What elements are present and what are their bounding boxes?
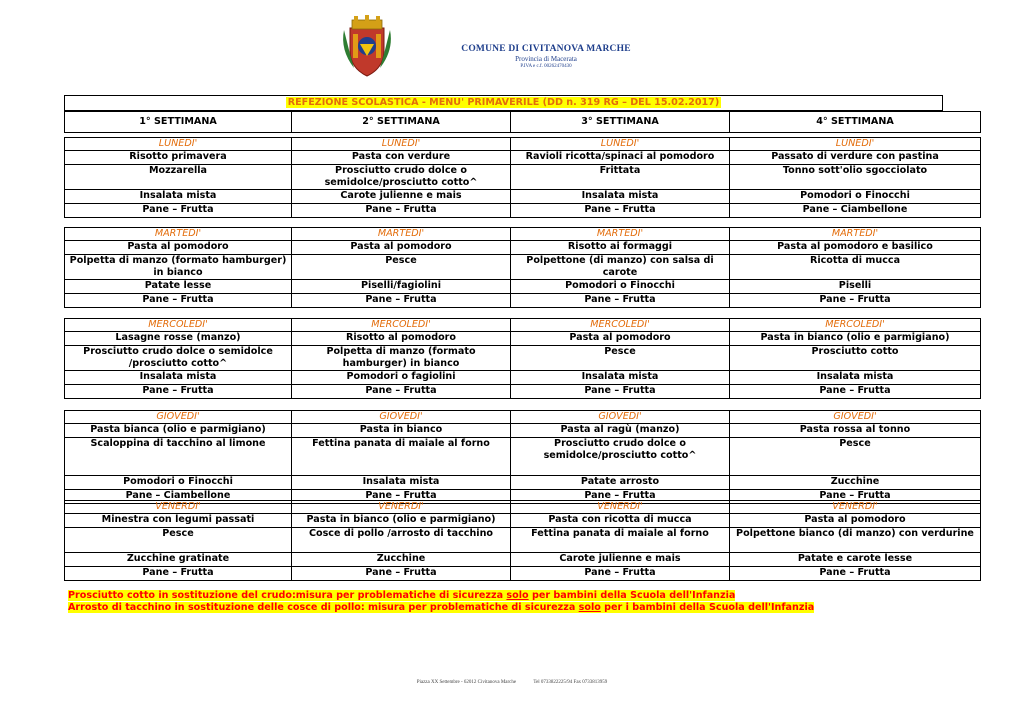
menu-cell: Pane – Frutta xyxy=(511,490,730,504)
day-heading: MARTEDI' xyxy=(511,228,730,241)
menu-cell: Pane – Ciambellone xyxy=(65,490,292,504)
day-table-1 xyxy=(64,227,981,308)
day-heading: GIOVEDI' xyxy=(730,411,981,424)
menu-cell: Pomodori o fagiolini xyxy=(292,371,511,385)
day-heading: LUNEDI' xyxy=(511,138,730,151)
menu-cell: Pesce xyxy=(511,346,730,371)
menu-cell: Polpetta di manzo (formato hamburger) in bianco xyxy=(65,255,292,280)
menu-cell: Scaloppina di tacchino al limone xyxy=(65,438,292,476)
menu-cell: Pasta con verdure xyxy=(292,151,511,165)
menu-cell: Insalata mista xyxy=(292,476,511,490)
note-2-text-a: Arrosto di tacchino in sostituzione delle cosce di pollo: misura per problematiche di sicurezza xyxy=(68,602,579,613)
menu-cell: Insalata mista xyxy=(65,190,292,204)
table-row xyxy=(65,346,981,371)
footer xyxy=(0,680,1024,685)
week-2-heading: 2° SETTIMANA xyxy=(292,112,511,133)
menu-cell: Pomodori o Finocchi xyxy=(730,190,981,204)
menu-cell: Pane – Frutta xyxy=(511,204,730,218)
table-row xyxy=(65,204,981,218)
menu-cell: Passato di verdure con pastina xyxy=(730,151,981,165)
week-header-row xyxy=(65,112,981,133)
menu-cell: Ricotta di mucca xyxy=(730,255,981,280)
day-heading: LUNEDI' xyxy=(65,138,292,151)
table-row xyxy=(65,255,981,280)
menu-cell: Pane – Frutta xyxy=(730,490,981,504)
day-heading: MERCOLEDI' xyxy=(511,319,730,332)
menu-title-bar xyxy=(64,95,943,111)
menu-cell: Pasta con ricotta di mucca xyxy=(511,514,730,528)
menu-cell: Pane – Frutta xyxy=(292,294,511,308)
week-3-heading: 3° SETTIMANA xyxy=(511,112,730,133)
table-row xyxy=(65,528,981,553)
menu-cell: Risotto al pomodoro xyxy=(292,332,511,346)
menu-cell: Pasta al pomodoro e basilico xyxy=(730,241,981,255)
menu-cell: Polpettone (di manzo) con salsa di carote xyxy=(511,255,730,280)
day-heading: VENERDI' xyxy=(292,501,511,514)
vat-number: P.IVA e c.f. 00262470430 xyxy=(520,64,572,69)
menu-cell: Pane – Frutta xyxy=(292,204,511,218)
menu-cell: Carote julienne e mais xyxy=(292,190,511,204)
menu-cell: Pane – Frutta xyxy=(511,567,730,581)
day-table-0 xyxy=(64,137,981,218)
menu-cell: Pane – Frutta xyxy=(730,567,981,581)
menu-cell: Pane – Frutta xyxy=(292,385,511,399)
menu-cell: Pane – Frutta xyxy=(292,490,511,504)
day-heading: VENERDI' xyxy=(65,501,292,514)
menu-cell: Pasta al pomodoro xyxy=(65,241,292,255)
menu-cell: Risotto ai formaggi xyxy=(511,241,730,255)
week-4-heading: 4° SETTIMANA xyxy=(730,112,981,133)
day-table-4 xyxy=(64,500,981,581)
table-row xyxy=(65,371,981,385)
institution-block xyxy=(396,44,696,69)
menu-cell: Pane – Frutta xyxy=(730,294,981,308)
province: Provincia di Macerata xyxy=(515,55,577,63)
menu-cell: Patate e carote lesse xyxy=(730,553,981,567)
menu-cell: Pomodori o Finocchi xyxy=(65,476,292,490)
menu-cell: Fettina panata di maiale al forno xyxy=(292,438,511,476)
day-heading: GIOVEDI' xyxy=(65,411,292,424)
menu-cell: Pane – Frutta xyxy=(730,385,981,399)
day-heading: MERCOLEDI' xyxy=(292,319,511,332)
menu-cell: Prosciutto crudo dolce o semidolce/prosciutto cotto^ xyxy=(292,165,511,190)
menu-cell: Pane – Frutta xyxy=(65,385,292,399)
day-heading-row xyxy=(65,319,981,332)
menu-cell: Piselli xyxy=(730,280,981,294)
menu-cell: Cosce di pollo /arrosto di tacchino xyxy=(292,528,511,553)
table-row xyxy=(65,294,981,308)
table-row xyxy=(65,151,981,165)
menu-cell: Zucchine xyxy=(292,553,511,567)
footer-address: Piazza XX Settembre - 62012 Civitanova Marche xyxy=(416,680,517,685)
table-row xyxy=(65,567,981,581)
menu-cell: Risotto primavera xyxy=(65,151,292,165)
note-2-underlined: solo xyxy=(578,602,601,613)
day-heading: LUNEDI' xyxy=(292,138,511,151)
menu-cell: Pesce xyxy=(65,528,292,553)
note-1-text-a: Prosciutto cotto in sostituzione del crudo:misura per problematiche di sicurezza xyxy=(68,590,507,601)
menu-cell: Polpettone bianco (di manzo) con verdurine xyxy=(730,528,981,553)
menu-cell: Mozzarella xyxy=(65,165,292,190)
day-heading: MERCOLEDI' xyxy=(730,319,981,332)
menu-cell: Prosciutto cotto xyxy=(730,346,981,371)
menu-cell: Pane – Frutta xyxy=(511,294,730,308)
menu-cell: Pasta al ragù (manzo) xyxy=(511,424,730,438)
menu-cell: Insalata mista xyxy=(65,371,292,385)
menu-cell: Pasta al pomodoro xyxy=(511,332,730,346)
table-row xyxy=(65,424,981,438)
menu-cell: Pane – Frutta xyxy=(292,567,511,581)
week-1-heading: 1° SETTIMANA xyxy=(65,112,292,133)
menu-cell: Pane – Frutta xyxy=(511,385,730,399)
table-row xyxy=(65,241,981,255)
table-row xyxy=(65,476,981,490)
day-table-2 xyxy=(64,318,981,399)
menu-cell: Pane – Frutta xyxy=(65,567,292,581)
menu-cell: Carote julienne e mais xyxy=(511,553,730,567)
menu-cell: Zucchine xyxy=(730,476,981,490)
day-heading-row xyxy=(65,138,981,151)
menu-cell: Insalata mista xyxy=(511,371,730,385)
day-heading: LUNEDI' xyxy=(730,138,981,151)
menu-cell: Fettina panata di maiale al forno xyxy=(511,528,730,553)
menu-cell: Patate lesse xyxy=(65,280,292,294)
menu-cell: Ravioli ricotta/spinaci al pomodoro xyxy=(511,151,730,165)
day-heading: VENERDI' xyxy=(511,501,730,514)
table-row xyxy=(65,553,981,567)
menu-cell: Frittata xyxy=(511,165,730,190)
note-1-text-b: per bambini della Scuola dell'Infanzia xyxy=(528,590,736,601)
menu-cell: Pane – Frutta xyxy=(65,294,292,308)
menu-cell: Patate arrosto xyxy=(511,476,730,490)
day-heading-row xyxy=(65,411,981,424)
day-heading: MARTEDI' xyxy=(730,228,981,241)
menu-cell: Pasta in bianco (olio e parmigiano) xyxy=(292,514,511,528)
menu-cell: Pesce xyxy=(730,438,981,476)
table-row xyxy=(65,190,981,204)
table-row xyxy=(65,165,981,190)
table-row xyxy=(65,438,981,476)
menu-cell: Pomodori o Finocchi xyxy=(511,280,730,294)
menu-cell: Pasta rossa al tonno xyxy=(730,424,981,438)
menu-cell: Insalata mista xyxy=(730,371,981,385)
menu-cell: Zucchine gratinate xyxy=(65,553,292,567)
day-table-3 xyxy=(64,410,981,504)
menu-cell: Prosciutto crudo dolce o semidolce /prosciutto cotto^ xyxy=(65,346,292,371)
note-2 xyxy=(68,602,814,614)
coat-of-arms-icon xyxy=(340,14,394,78)
note-1-underlined: solo xyxy=(506,590,529,601)
day-heading: MERCOLEDI' xyxy=(65,319,292,332)
menu-cell: Pesce xyxy=(292,255,511,280)
menu-cell: Tonno sott'olio sgocciolato xyxy=(730,165,981,190)
week-header-table xyxy=(64,111,981,133)
note-2-text-b: per i bambini della Scuola dell'Infanzia xyxy=(600,602,815,613)
menu-cell: Pasta in bianco xyxy=(292,424,511,438)
note-1 xyxy=(68,590,735,602)
table-row xyxy=(65,514,981,528)
menu-cell: Lasagne rosse (manzo) xyxy=(65,332,292,346)
table-row xyxy=(65,385,981,399)
footer-phone: Tel 0733822225/94 Fax 0733813959 xyxy=(533,680,608,685)
menu-cell: Pasta al pomodoro xyxy=(730,514,981,528)
menu-cell: Pane – Ciambellone xyxy=(730,204,981,218)
day-heading: GIOVEDI' xyxy=(511,411,730,424)
institution-name: COMUNE DI CIVITANOVA MARCHE xyxy=(461,44,631,54)
table-row xyxy=(65,280,981,294)
day-heading: GIOVEDI' xyxy=(292,411,511,424)
menu-cell: Pasta bianca (olio e parmigiano) xyxy=(65,424,292,438)
menu-cell: Minestra con legumi passati xyxy=(65,514,292,528)
menu-cell: Insalata mista xyxy=(511,190,730,204)
menu-title: REFEZIONE SCOLASTICA - MENU' PRIMAVERILE (DD n. 319 RG – DEL 15.02.2017) xyxy=(287,97,720,108)
menu-cell: Prosciutto crudo dolce o semidolce/prosciutto cotto^ xyxy=(511,438,730,476)
day-heading: VENERDI' xyxy=(730,501,981,514)
menu-cell: Piselli/fagiolini xyxy=(292,280,511,294)
table-row xyxy=(65,332,981,346)
day-heading: MARTEDI' xyxy=(292,228,511,241)
menu-cell: Pasta al pomodoro xyxy=(292,241,511,255)
day-heading-row xyxy=(65,228,981,241)
menu-cell: Pasta in bianco (olio e parmigiano) xyxy=(730,332,981,346)
letterhead xyxy=(340,14,700,82)
menu-cell: Pane – Frutta xyxy=(65,204,292,218)
day-heading-row xyxy=(65,501,981,514)
menu-cell: Polpetta di manzo (formato hamburger) in bianco xyxy=(292,346,511,371)
day-heading: MARTEDI' xyxy=(65,228,292,241)
